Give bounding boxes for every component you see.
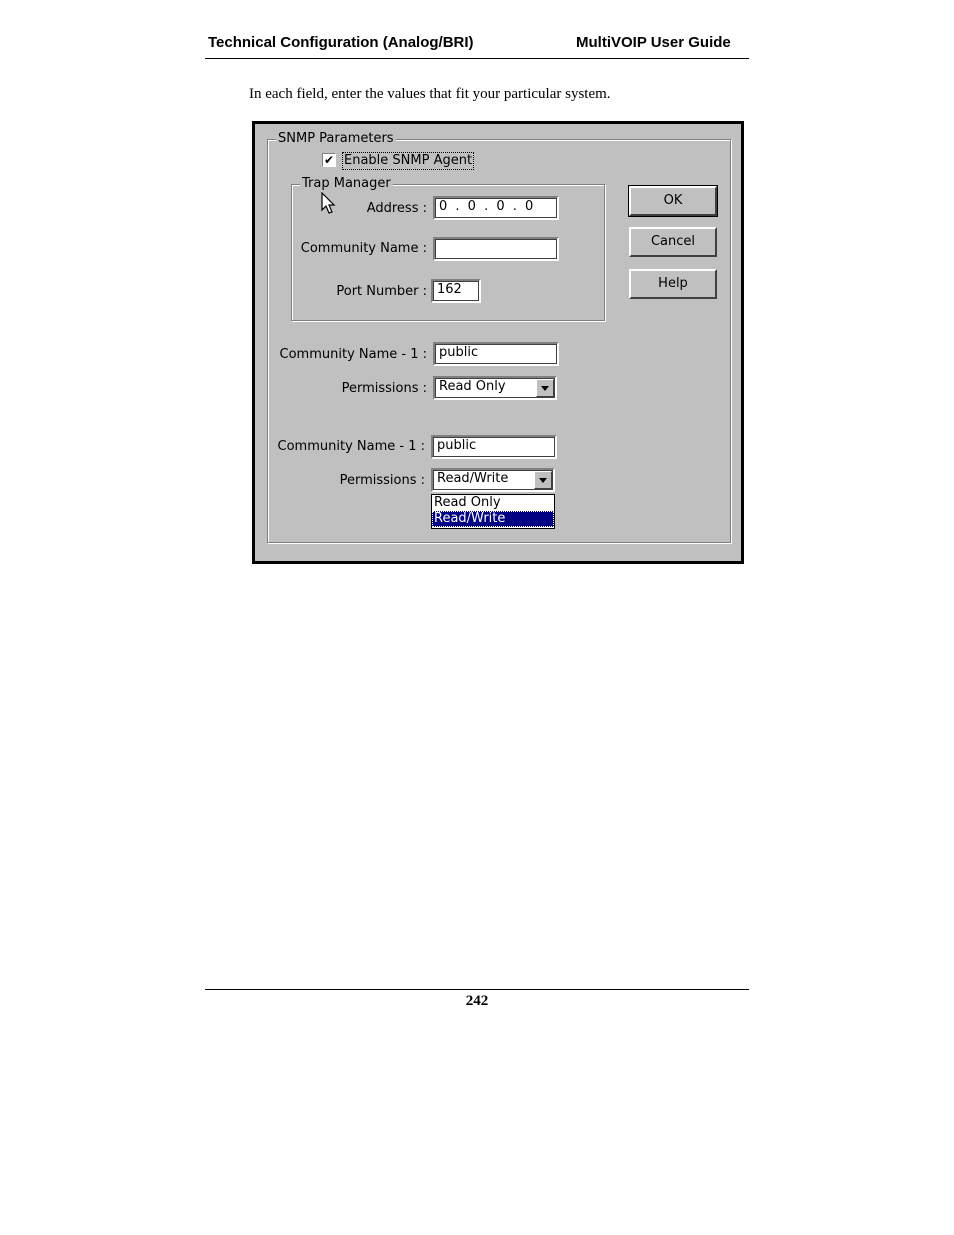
trap-address-input[interactable]: 0 . 0 . 0 . 0	[433, 196, 559, 220]
footer-rule	[205, 989, 749, 990]
permissions-1-label: Permissions :	[341, 381, 427, 396]
permissions-2-value: Read/Write	[437, 471, 509, 486]
dropdown-arrow-icon[interactable]	[536, 379, 554, 397]
snmp-dialog-screenshot	[252, 121, 744, 564]
header-rule	[205, 58, 749, 59]
permissions-1-select[interactable]	[433, 376, 557, 400]
mouse-pointer-icon	[321, 192, 337, 216]
community-name-2-input[interactable]: public	[431, 435, 557, 459]
enable-snmp-label[interactable]: Enable SNMP Agent	[344, 153, 473, 168]
cancel-button-label: Cancel	[650, 234, 696, 249]
port-number-label: Port Number :	[336, 284, 427, 299]
trap-community-name-input[interactable]	[433, 237, 559, 261]
community-name-1-label: Community Name - 1 :	[279, 347, 427, 362]
help-button[interactable]	[629, 269, 717, 299]
community-name-2-label: Community Name - 1 :	[277, 439, 425, 454]
dropdown-arrow-icon[interactable]	[534, 471, 552, 489]
permissions-2-label: Permissions :	[339, 473, 425, 488]
help-button-label: Help	[658, 276, 688, 291]
trap-community-name-label: Community Name :	[300, 241, 427, 256]
address-label: Address :	[366, 201, 427, 216]
ok-button-label: OK	[663, 193, 683, 208]
trap-manager-title: Trap Manager	[302, 176, 391, 191]
permissions-1-value: Read Only	[439, 379, 506, 394]
dropdown-option-read-only[interactable]: Read Only	[434, 495, 501, 510]
enable-snmp-checkbox[interactable]	[322, 153, 336, 167]
permissions-2-select[interactable]	[431, 468, 555, 492]
ok-button[interactable]	[629, 186, 717, 216]
checkmark-icon: ✔	[323, 153, 335, 167]
intro-text: In each field, enter the values that fit your particular system.	[249, 86, 611, 102]
cancel-button[interactable]	[629, 227, 717, 257]
dropdown-option-read-write[interactable]: Read/Write	[432, 511, 554, 527]
page-number: 242	[465, 993, 489, 1009]
port-number-input[interactable]: 162	[431, 279, 481, 303]
permissions-2-dropdown-list	[431, 494, 555, 529]
community-name-1-input[interactable]: public	[433, 342, 559, 366]
running-header-left: Technical Configuration (Analog/BRI)	[208, 34, 474, 51]
snmp-parameters-title: SNMP Parameters	[278, 131, 394, 146]
running-header-right: MultiVOIP User Guide	[576, 34, 731, 51]
